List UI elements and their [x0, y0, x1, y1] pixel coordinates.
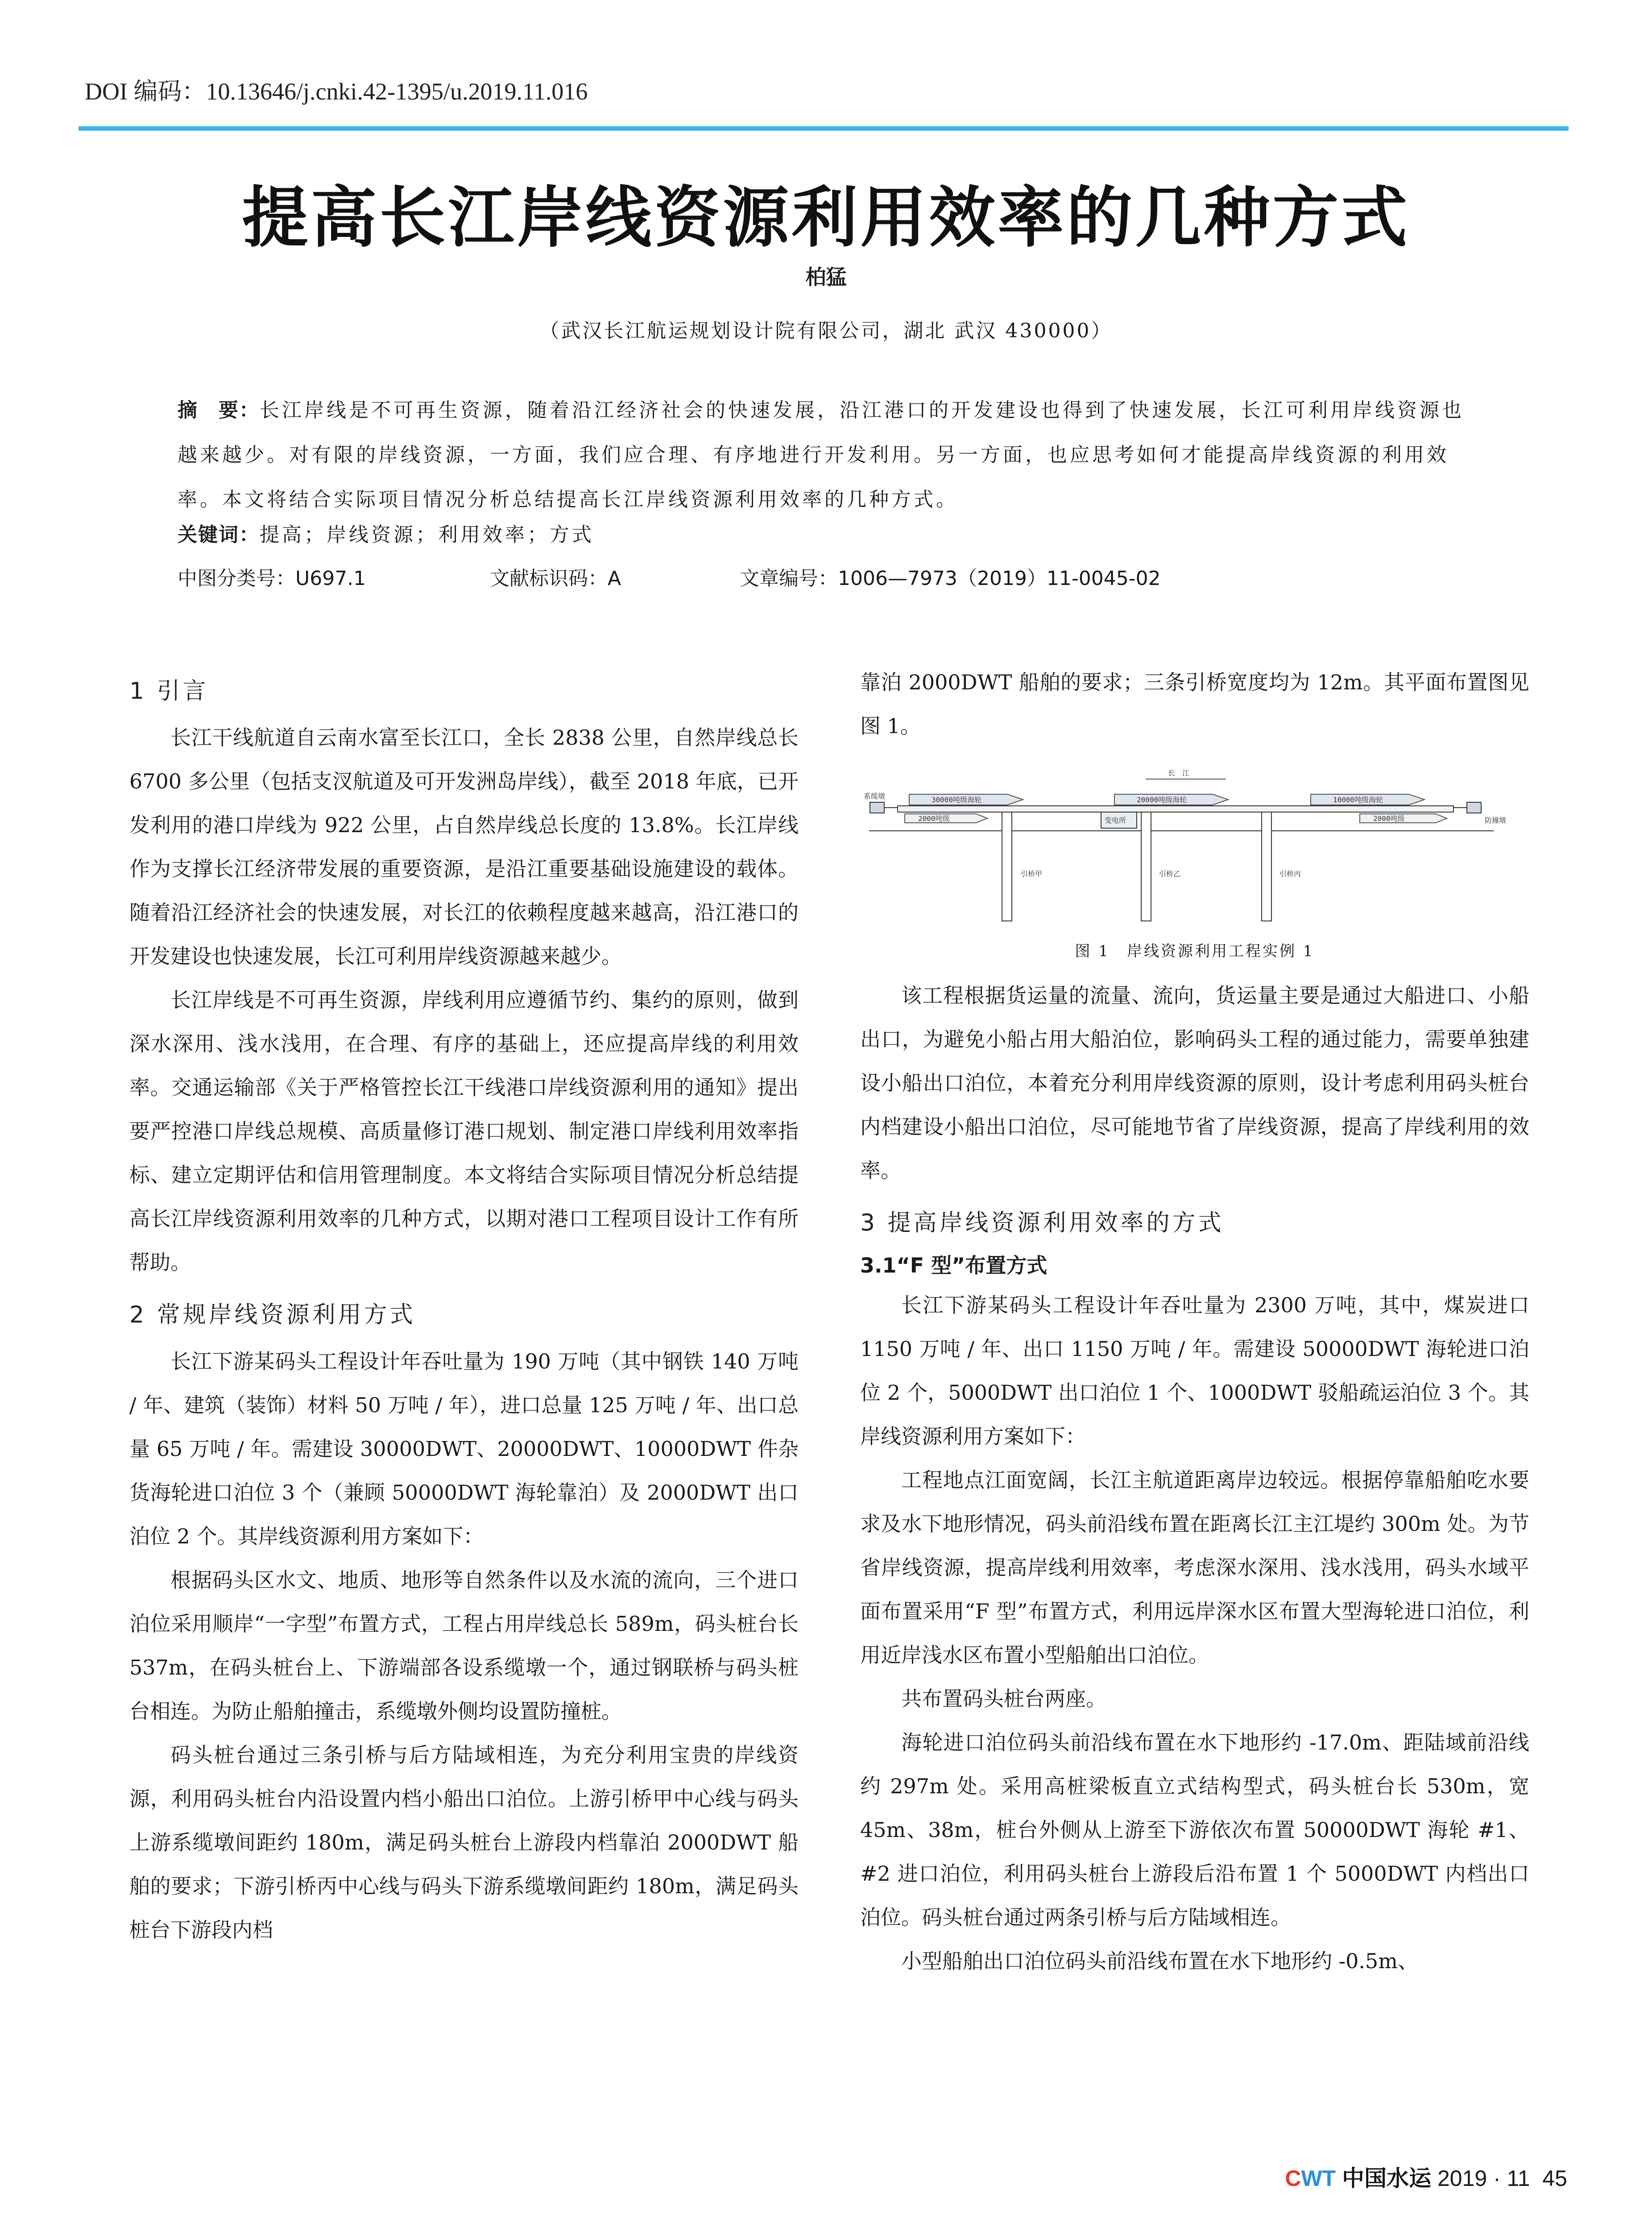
right-column	[860, 660, 1529, 1983]
ship-label-20000: 20000吨级海轮	[1137, 796, 1187, 804]
mooring-dolphin-right	[1467, 802, 1481, 813]
mooring-dolphin-left	[870, 802, 884, 813]
substation-label: 变电所	[1105, 816, 1126, 825]
small-ship-label-2: 2000吨级	[1373, 814, 1405, 823]
keywords-label: 关键词：	[178, 523, 260, 546]
approach-bridge-b	[1141, 812, 1151, 921]
abstract-label: 摘 要：	[178, 399, 260, 422]
bridge-c-label: 引桥丙	[1279, 870, 1301, 878]
section-heading-1: 1 引言	[129, 678, 209, 705]
paragraph: 长江干线航道自云南水富至长江口，全长 2838 公里，自然岸线总长 6700 多公里（包括支汊航道及可开发洲岛岸线），截至 2018 年底，已开发利用的港口岸线为 922 公里，占自然岸线总长度的 13.8%。长江岸线作为支撑长江经济带发展的重要资源，是沿江重要基础设施建设的载体。随着沿江经济社会的快速发展，对长江的依赖程度越来越高，沿江港口的开发建设也快速发展，长江可利用岸线资源越来越少。	[129, 726, 799, 968]
ship-label-30000: 30000吨级海轮	[932, 796, 982, 804]
keywords	[178, 518, 594, 547]
paragraph: 靠泊 2000DWT 船舶的要求；三条引桥宽度均为 12m。其平面布置图见图 1。	[860, 670, 1529, 738]
article-number: 文章编号：1006—7973（2019）11-0045-02	[740, 567, 1161, 590]
paragraph: 该工程根据货运量的流量、流向，货运量主要是通过大船进口、小船出口，为避免小船占用大船泊位，影响码头工程的通过能力，需要单独建设小船出口泊位，本着充分利用岸线资源的原则，设计考虑利用码头桩台内档建设小船出口泊位，尽可能地节省了岸线资源，提高了岸线利用的效率。	[860, 983, 1529, 1182]
article-title: 提高长江岸线资源利用效率的几种方式	[242, 178, 1410, 256]
paragraph: 海轮进口泊位码头前沿线布置在水下地形约 -17.0m、距陆域前沿线约 297m 处。采用高桩梁板直立式结构型式，码头桩台长 530m，宽 45m、38m，桩台外侧从上游至下游依次布置 50000DWT 海轮 #1、#2 进口泊位，利用码头桩台上游段后沿布置 1 个 5000DWT 内档出口泊位。码头桩台通过两条引桥与后方陆域相连。	[860, 1730, 1529, 1929]
subsection-heading-3-1: 3.1“F 型”布置方式	[860, 1253, 1048, 1277]
cwt-logo-c: C	[1285, 2166, 1301, 2191]
abstract-text: 长江岸线是不可再生资源，随着沿江经济社会的快速发展，沿江港口的开发建设也得到了快速发展，长江可利用岸线资源也越来越少。对有限的岸线资源，一方面，我们应合理、有序地进行开发利用。另一方面，也应思考如何才能提高岸线资源的利用效率。本文将结合实际项目情况分析总结提高长江岸线资源利用效率的几种方式。	[178, 399, 1464, 511]
paragraph: 共布置码头桩台两座。	[901, 1687, 1106, 1711]
paragraph: 长江下游某码头工程设计年吞吐量为 190 万吨（其中钢铁 140 万吨 / 年、建筑（装饰）材料 50 万吨 / 年），进口总量 125 万吨 / 年、出口总量 65 万吨 / 年。需建设 30000DWT、20000DWT、10000DWT 件杂货海轮进口泊位 3 个（兼顾 50000DWT 海轮靠泊）及 2000DWT 出口泊位 2 个。其岸线资源利用方案如下：	[129, 1349, 799, 1548]
affiliation: （武汉长江航运规划设计院有限公司，湖北 武汉 430000）	[539, 319, 1113, 342]
bridge-b-label: 引桥乙	[1159, 870, 1181, 878]
paragraph: 小型船舶出口泊位码头前沿线布置在水下地形约 -0.5m、	[901, 1949, 1418, 1973]
keywords-text: 提高；岸线资源；利用效率；方式	[260, 523, 594, 546]
author: 柏猛	[805, 265, 847, 289]
paragraph: 长江岸线是不可再生资源，岸线利用应遵循节约、集约的原则，做到深水深用、浅水浅用，在合理、有序的基础上，还应提高岸线的利用效率。交通运输部《关于严格管控长江干线港口岸线资源利用的通知》提出要严控港口岸线总规模、高质量修订港口规划、制定港口岸线利用效率指标、建立定期评估和信用管理制度。本文将结合实际项目情况分析总结提高长江岸线资源利用效率的几种方式，以期对港口工程项目设计工作有所帮助。	[129, 988, 799, 1274]
wharf-platform	[898, 806, 1453, 812]
mooring-left-label: 系缆墩	[864, 792, 886, 800]
berth-layout-diagram	[860, 756, 1529, 930]
figure-1	[860, 756, 1529, 930]
approach-bridge-c	[1262, 812, 1271, 921]
issue: 2019 · 11	[1437, 2166, 1530, 2191]
section-heading-3: 3 提高岸线资源利用效率的方式	[860, 1210, 1224, 1236]
document-code: 文献标识码：A	[490, 567, 621, 590]
figure-caption: 图 1 岸线资源利用工程实例 1	[1075, 942, 1315, 960]
small-ship-label-1: 2000吨级	[918, 814, 950, 823]
doi-line: DOI 编码：10.13646/j.cnki.42-1395/u.2019.11.016	[85, 78, 588, 105]
classification-meta	[178, 562, 1480, 589]
river-label: 长 江	[1168, 769, 1190, 777]
approach-bridge-a	[1002, 812, 1012, 921]
section-heading-2: 2 常规岸线资源利用方式	[129, 1302, 416, 1328]
paragraph: 工程地点江面宽阔，长江主航道距离岸边较远。根据停靠船舶吃水要求及水下地形情况，码头前沿线布置在距离长江主江堤约 300m 处。为节省岸线资源，提高岸线利用效率，考虑深水深用、浅水浅用，码头水域平面布置采用“F 型”布置方式，利用远岸深水区布置大型海轮进口泊位，利用近岸浅水区布置小型船舶出口泊位。	[860, 1468, 1529, 1667]
mooring-right-label: 防撞墩	[1485, 816, 1507, 825]
magazine-name: 中国水运	[1342, 2165, 1432, 2191]
paragraph: 根据码头区水文、地质、地形等自然条件以及水流的流向，三个进口泊位采用顺岸“一字型”布置方式，工程占用岸线总长 589m，码头桩台长 537m，在码头桩台上、下游端部各设系缆墩一个，通过钢联桥与码头桩台相连。为防止船舶撞击，系缆墩外侧均设置防撞桩。	[129, 1568, 799, 1723]
header-rule	[79, 126, 1569, 131]
page-footer	[1285, 2161, 1567, 2193]
bridge-a-label: 引桥甲	[1021, 870, 1043, 878]
paragraph: 码头桩台通过三条引桥与后方陆域相连，为充分利用宝贵的岸线资源，利用码头桩台内沿设置内档小船出口泊位。上游引桥甲中心线与码头上游系缆墩间距约 180m，满足码头桩台上游段内档靠泊 2000DWT 船舶的要求；下游引桥丙中心线与码头下游系缆墩间距约 180m，满足码头桩台下游段内档	[129, 1743, 799, 1942]
page-number: 45	[1542, 2166, 1567, 2191]
abstract	[178, 388, 1480, 522]
paragraph: 长江下游某码头工程设计年吞吐量为 2300 万吨，其中，煤炭进口 1150 万吨 / 年、出口 1150 万吨 / 年。需建设 50000DWT 海轮进口泊位 2 个，5000DWT 出口泊位 1 个、1000DWT 驳船疏运泊位 3 个。其岸线资源利用方案如下：	[860, 1293, 1529, 1448]
cwt-logo-wt: WT	[1301, 2166, 1336, 2191]
clc-number: 中图分类号：U697.1	[178, 567, 366, 590]
left-column	[129, 660, 799, 1952]
ship-label-10000: 10000吨级海轮	[1333, 796, 1383, 804]
